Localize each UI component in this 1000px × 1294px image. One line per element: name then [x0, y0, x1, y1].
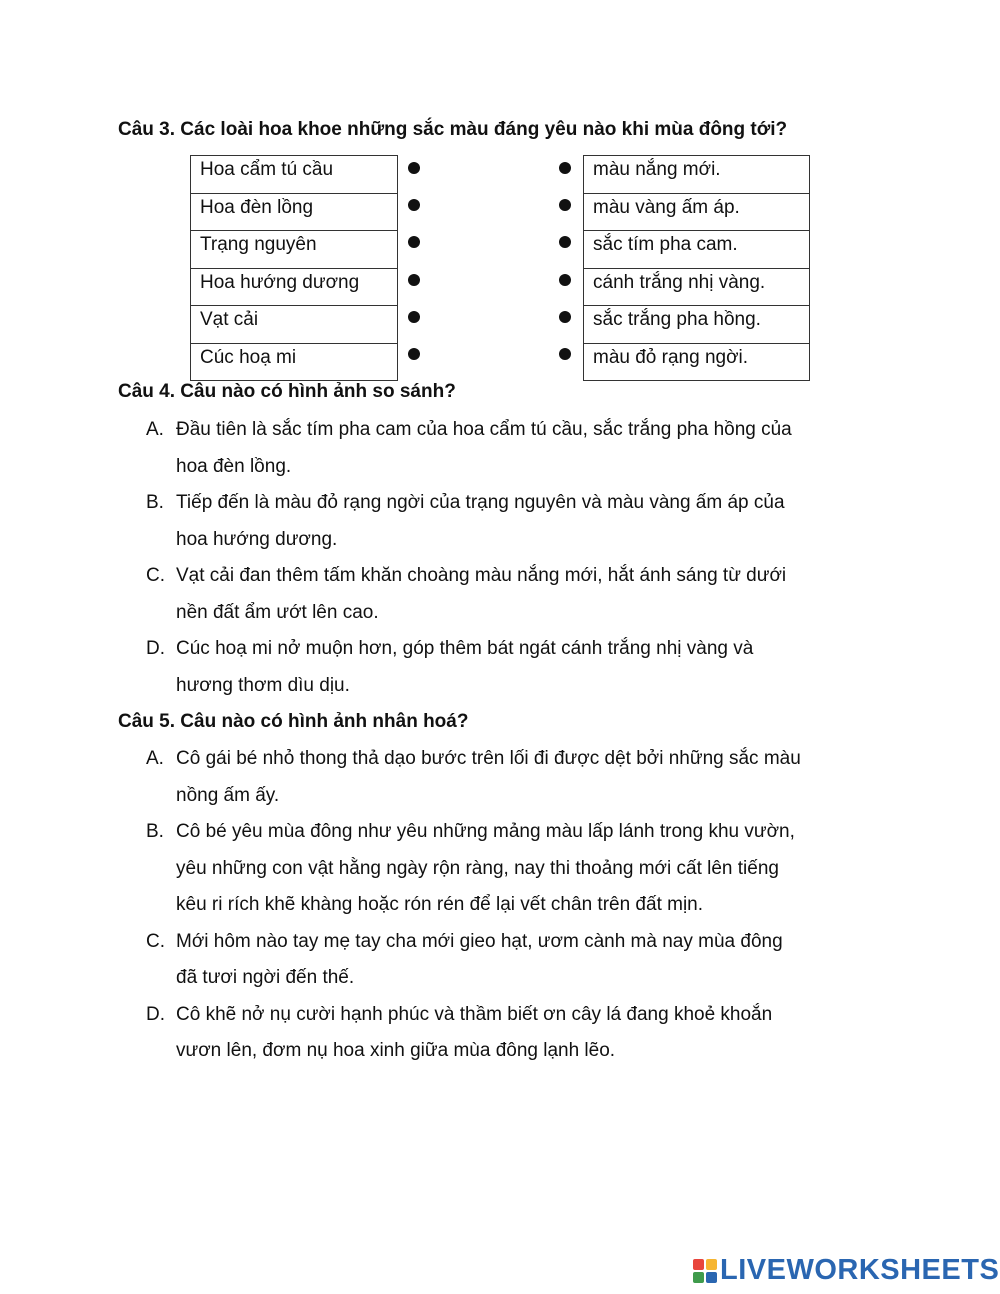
match-dot-left[interactable] — [408, 311, 420, 323]
liveworksheets-logo — [693, 1254, 999, 1287]
right-item: màu vàng ấm áp. — [584, 193, 810, 231]
option-text: Cô khẽ nở nụ cười hạnh phúc và thầm biết ơn cây lá đang khoẻ khoắn — [176, 1003, 773, 1025]
table-row — [191, 268, 398, 306]
right-item: sắc tím pha cam. — [584, 231, 810, 269]
table-row — [191, 156, 398, 194]
question-3-title: Câu 3. Các loài hoa khoe những sắc màu đáng yêu nào khi mùa đông tới? — [118, 119, 788, 140]
match-dot-right[interactable] — [559, 236, 571, 248]
logo-icon — [693, 1259, 717, 1283]
option-label: B. — [146, 821, 164, 842]
logo-tile — [706, 1259, 717, 1270]
option-a[interactable] — [146, 741, 886, 814]
option-text: Tiếp đến là màu đỏ rạng ngời của trạng nguyên và màu vàng ấm áp của — [176, 492, 785, 513]
logo-text: LIVEWORKSHEETS — [720, 1254, 1000, 1286]
left-match-table — [190, 155, 398, 381]
option-text: Mới hôm nào tay mẹ tay cha mới gieo hạt, ươm cành mà nay mùa đông — [176, 930, 783, 952]
table-row — [584, 268, 810, 306]
logo-tile — [693, 1272, 704, 1283]
table-row — [191, 306, 398, 344]
option-text: hoa hướng dương. — [176, 528, 338, 550]
table-row — [584, 156, 810, 194]
logo-tile — [706, 1272, 717, 1283]
match-dot-right[interactable] — [559, 199, 571, 211]
match-dot-left[interactable] — [408, 162, 420, 174]
option-c[interactable] — [146, 924, 886, 997]
table-row — [584, 343, 810, 381]
left-item: Hoa hướng dương — [191, 268, 398, 306]
right-item: màu đỏ rạng ngời. — [584, 343, 810, 381]
option-d[interactable] — [146, 631, 886, 704]
option-c[interactable] — [146, 558, 886, 631]
logo-tile — [693, 1259, 704, 1270]
right-match-table — [583, 155, 810, 381]
question-4-title: Câu 4. Câu nào có hình ảnh so sánh? — [118, 381, 456, 402]
option-text: Vạt cải đan thêm tấm khăn choàng màu nắng mới, hắt ánh sáng từ dưới — [176, 565, 787, 586]
option-a[interactable] — [146, 412, 886, 485]
table-row — [584, 193, 810, 231]
right-item: màu nắng mới. — [584, 156, 810, 194]
question-4-options — [146, 412, 886, 704]
match-dot-left[interactable] — [408, 199, 420, 211]
left-item: Vạt cải — [191, 306, 398, 344]
right-item: cánh trắng nhị vàng. — [584, 268, 810, 306]
option-text: Cúc hoạ mi nở muộn hơn, góp thêm bát ngát cánh trắng nhị vàng và — [176, 638, 754, 659]
option-text: nền đất ẩm ướt lên cao. — [176, 601, 379, 623]
table-row — [191, 231, 398, 269]
match-dot-right[interactable] — [559, 162, 571, 174]
option-label: B. — [146, 492, 164, 513]
option-text: vươn lên, đơm nụ hoa xinh giữa mùa đông lạnh lẽo. — [176, 1040, 616, 1061]
option-label: A. — [146, 419, 164, 440]
table-row — [584, 306, 810, 344]
match-dot-right[interactable] — [559, 311, 571, 323]
match-dot-right[interactable] — [559, 348, 571, 360]
table-row — [191, 193, 398, 231]
option-d[interactable] — [146, 997, 886, 1070]
match-dot-right[interactable] — [559, 274, 571, 286]
option-b[interactable] — [146, 814, 886, 924]
left-item: Cúc hoạ mi — [191, 343, 398, 381]
option-b[interactable] — [146, 485, 886, 558]
option-text: Cô gái bé nhỏ thong thả dạo bước trên lối đi được dệt bởi những sắc màu — [176, 748, 801, 769]
question-5-options — [146, 741, 886, 1070]
option-label: D. — [146, 638, 165, 659]
option-label: D. — [146, 1003, 165, 1025]
option-text: kêu ri rích khẽ khàng hoặc rón rén để lại vết chân trên đất mịn. — [176, 894, 704, 915]
option-label: C. — [146, 565, 165, 586]
option-text: Đầu tiên là sắc tím pha cam của hoa cẩm tú cầu, sắc trắng pha hồng của — [176, 419, 792, 440]
option-label: A. — [146, 748, 164, 769]
option-text: Cô bé yêu mùa đông như yêu những mảng màu lấp lánh trong khu vườn, — [176, 821, 795, 842]
left-item: Hoa đèn lồng — [191, 193, 398, 231]
right-item: sắc trắng pha hồng. — [584, 306, 810, 344]
match-dot-left[interactable] — [408, 348, 420, 360]
option-text: hoa đèn lồng. — [176, 455, 292, 477]
left-item: Trạng nguyên — [191, 231, 398, 269]
option-text: nồng ấm ấy. — [176, 784, 280, 806]
option-text: đã tươi ngời đến thế. — [176, 967, 355, 988]
option-label: C. — [146, 930, 165, 952]
match-dot-left[interactable] — [408, 274, 420, 286]
match-dot-left[interactable] — [408, 236, 420, 248]
table-row — [584, 231, 810, 269]
question-5-title: Câu 5. Câu nào có hình ảnh nhân hoá? — [118, 711, 469, 732]
option-text: hương thơm dìu dịu. — [176, 674, 350, 696]
left-item: Hoa cẩm tú cầu — [191, 156, 398, 194]
option-text: yêu những con vật hằng ngày rộn ràng, nay thi thoảng mới cất lên tiếng — [176, 857, 779, 879]
table-row — [191, 343, 398, 381]
